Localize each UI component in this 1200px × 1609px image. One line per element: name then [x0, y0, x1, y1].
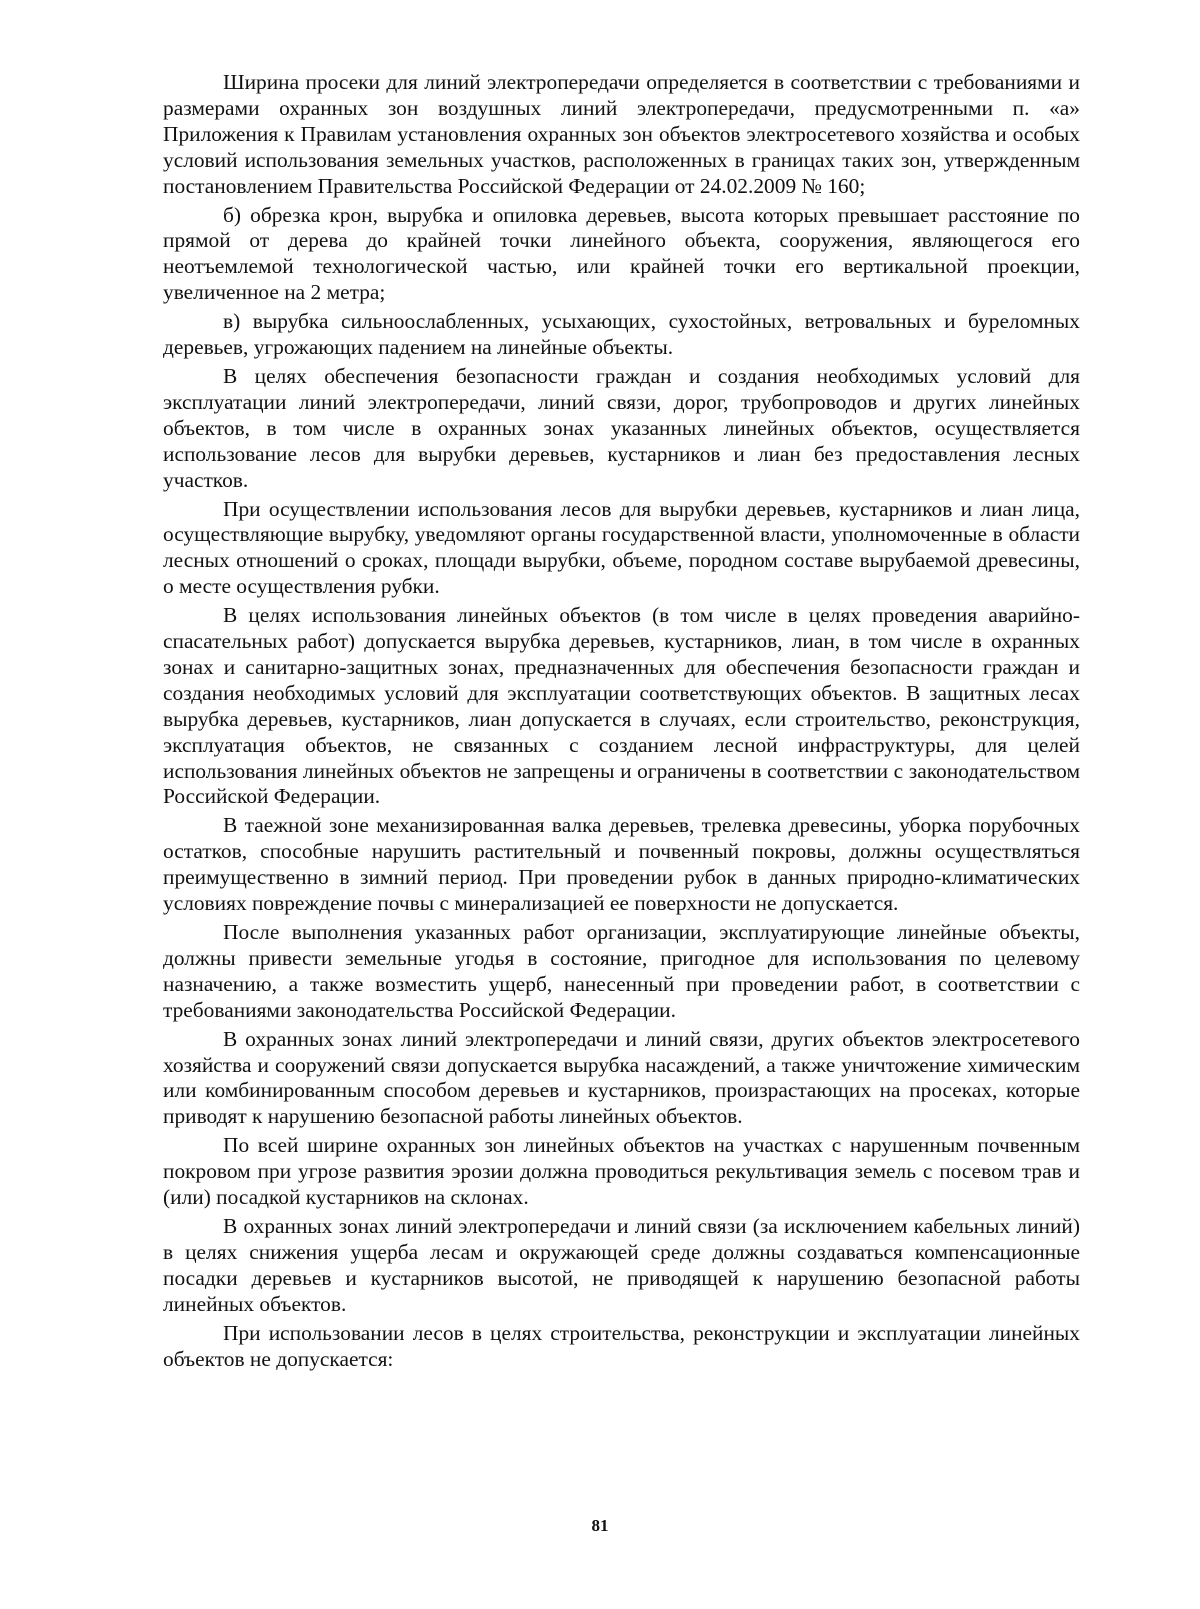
- paragraph-taiga-zone: В таежной зоне механизированная валка деревьев, трелевка древесины, уборка порубочных остатков, способные нарушить растительный и почвенный покровы, должны осуществляться преимущественно в зимний период. При проведении рубок в данных природно-климатических условиях повреждение почвы с минерализацией ее поверхности не допускается.: [163, 813, 1080, 916]
- document-body: [163, 70, 1080, 1375]
- paragraph-crown-trimming: б) обрезка крон, вырубка и опиловка деревьев, высота которых превышает расстояние по прямой от дерева до крайней точки линейного объекта, сооружения, являющегося его неотъемлемой технологической частью, или крайней точки его вертикальной проекции, увеличенное на 2 метра;: [163, 202, 1080, 305]
- paragraph-not-allowed: При использовании лесов в целях строительства, реконструкции и эксплуатации линейных объектов не допускается:: [163, 1320, 1080, 1371]
- paragraph-compensation-planting: В охранных зонах линий электропередачи и линий связи (за исключением кабельных линий) в целях снижения ущерба лесам и окружающей среде должны создаваться компенсационные посадки деревьев и кустарников высотой, не приводящей к нарушению безопасной работы линейных объектов.: [163, 1213, 1080, 1316]
- paragraph-after-works: После выполнения указанных работ организации, эксплуатирующие линейные объекты, должны привести земельные угодья в состояние, пригодное для использования по целевому назначению, а также возместить ущерб, нанесенный при проведении работ, в соответствии с требованиями законодательства Российской Федерации.: [163, 920, 1080, 1022]
- paragraph-notification: При осуществлении использования лесов для вырубки деревьев, кустарников и лиан лица, осуществляющие вырубку, уведомляют органы государственной власти, уполномоченные в области лесных отношений о сроках, площади вырубки, объеме, породном составе вырубаемой древесины, о месте осуществления рубки.: [163, 496, 1080, 599]
- paragraph-safety-purposes: В целях обеспечения безопасности граждан и создания необходимых условий для эксплуатации линий электропередачи, линий связи, дорог, трубопроводов и других линейных объектов, в том числе в охранных зонах указанных линейных объектов, осуществляется использование лесов для вырубки деревьев, кустарников и лиан без предоставления лесных участков.: [163, 363, 1080, 492]
- paragraph-weakened-trees: в) вырубка сильноослабленных, усыхающих, сухостойных, ветровальных и буреломных деревьев, угрожающих падением на линейные объекты.: [163, 309, 1080, 360]
- paragraph-clearing-width: Ширина просеки для линий электропередачи определяется в соответствии с требованиями и размерами охранных зон воздушных линий электропередачи, предусмотренными п. «а» Приложения к Правилам установления охранных зон объектов электросетевого хозяйства и особых условий использования земельных участков, расположенных в границах таких зон, утвержденным постановлением Правительства Российской Федерации от 24.02.2009 № 160;: [163, 70, 1080, 198]
- paragraph-protection-zones: В охранных зонах линий электропередачи и линий связи, других объектов электросетевого хозяйства и сооружений связи допускается вырубка насаждений, а также уничтожение химическим или комбинированным способом деревьев и кустарников, произрастающих на просеках, которые приводят к нарушению безопасной работы линейных объектов.: [163, 1026, 1080, 1129]
- page-number: 81: [591, 1516, 609, 1535]
- paragraph-linear-objects-use: В целях использования линейных объектов (в том числе в целях проведения аварийно-спасательных работ) допускается вырубка деревьев, кустарников, лиан, в том числе в охранных зонах и санитарно-защитных зонах, предназначенных для обеспечения безопасности граждан и создания необходимых условий для эксплуатации соответствующих объектов. В защитных лесах вырубка деревьев, кустарников, лиан допускается в случаях, если строительство, реконструкция, эксплуатация объектов, не связанных с созданием лесной инфраструктуры, для целей использования линейных объектов не запрещены и ограничены в соответствии с законодательством Российской Федерации.: [163, 603, 1080, 809]
- paragraph-recultivation: По всей ширине охранных зон линейных объектов на участках с нарушенным почвенным покровом при угрозе развития эрозии должна проводиться рекультивация земель с посевом трав и (или) посадкой кустарников на склонах.: [163, 1133, 1080, 1210]
